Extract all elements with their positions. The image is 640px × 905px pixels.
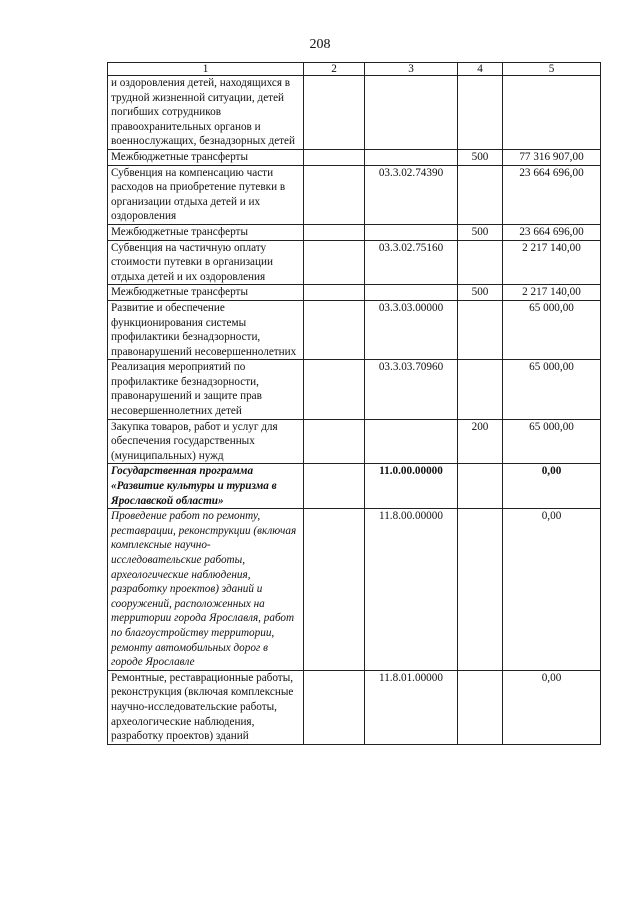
amount-cell: 23 664 696,00 [503, 165, 601, 224]
expense-name-cell: Государственная программа «Развитие культуры и туризма в Ярославской области» [108, 464, 304, 509]
expense-type-cell [458, 240, 503, 285]
expense-type-cell [458, 76, 503, 150]
expense-name-cell: Межбюджетные трансферты [108, 224, 304, 240]
target-code-cell [365, 419, 458, 464]
table-row [108, 165, 601, 224]
header-col-4: 4 [458, 63, 503, 76]
expense-name-cell: Межбюджетные трансферты [108, 285, 304, 301]
table-row [108, 224, 601, 240]
header-col-5: 5 [503, 63, 601, 76]
target-code-cell: 11.8.00.00000 [365, 509, 458, 671]
expense-type-cell: 500 [458, 224, 503, 240]
expense-name-cell: и оздоровления детей, находящихся в трудной жизненной ситуации, детей погибших сотрудников правоохранительных органов и военнослужащих, безнадзорных детей [108, 76, 304, 150]
column-2-cell [304, 419, 365, 464]
expense-name-cell: Субвенция на частичную оплату стоимости путевки в организации отдыха детей и их оздоровления [108, 240, 304, 285]
expense-name-cell: Закупка товаров, работ и услуг для обеспечения государственных (муниципальных) нужд [108, 419, 304, 464]
expense-type-cell [458, 464, 503, 509]
amount-cell: 2 217 140,00 [503, 285, 601, 301]
amount-cell: 2 217 140,00 [503, 240, 601, 285]
target-code-cell: 03.3.02.74390 [365, 165, 458, 224]
expense-type-cell [458, 165, 503, 224]
amount-cell: 0,00 [503, 464, 601, 509]
table-row [108, 285, 601, 301]
amount-cell: 77 316 907,00 [503, 149, 601, 165]
expense-type-cell: 500 [458, 285, 503, 301]
table-row [108, 149, 601, 165]
table-row [108, 464, 601, 509]
column-2-cell [304, 360, 365, 419]
expense-name-cell: Субвенция на компенсацию части расходов на приобретение путевки в организации отдыха детей и их оздоровления [108, 165, 304, 224]
expense-name-cell: Межбюджетные трансферты [108, 149, 304, 165]
expense-name-cell: Реализация мероприятий по профилактике безнадзорности, правонарушений и защите прав несовершеннолетних детей [108, 360, 304, 419]
expense-name-cell: Ремонтные, реставрационные работы, реконструкция (включая комплексные научно-исследовательские работы, археологические наблюдения, разработку проектов) зданий [108, 670, 304, 744]
amount-cell: 0,00 [503, 670, 601, 744]
expense-type-cell: 200 [458, 419, 503, 464]
target-code-cell [365, 149, 458, 165]
target-code-cell [365, 285, 458, 301]
amount-cell: 65 000,00 [503, 360, 601, 419]
table-row [108, 509, 601, 671]
header-row [108, 63, 601, 76]
column-2-cell [304, 165, 365, 224]
expense-type-cell [458, 509, 503, 671]
target-code-cell [365, 224, 458, 240]
column-2-cell [304, 670, 365, 744]
amount-cell: 65 000,00 [503, 419, 601, 464]
expense-type-cell [458, 360, 503, 419]
column-2-cell [304, 149, 365, 165]
amount-cell: 65 000,00 [503, 300, 601, 359]
table-row [108, 240, 601, 285]
table-row [108, 360, 601, 419]
budget-table [107, 62, 601, 745]
column-2-cell [304, 300, 365, 359]
target-code-cell: 03.3.03.70960 [365, 360, 458, 419]
column-2-cell [304, 76, 365, 150]
table-row [108, 300, 601, 359]
header-col-1: 1 [108, 63, 304, 76]
expense-name-cell: Проведение работ по ремонту, реставрации, реконструкции (включая комплексные научно-исследовательские работы, археологические наблюдения, разработку проектов) зданий и сооружений, расположенных на территории города Ярославля, работ по благоустройству территории, ремонту автомобильных дорог в городе Ярославле [108, 509, 304, 671]
amount-cell [503, 76, 601, 150]
amount-cell: 23 664 696,00 [503, 224, 601, 240]
table-row [108, 419, 601, 464]
table-row [108, 76, 601, 150]
table-row [108, 670, 601, 744]
column-2-cell [304, 509, 365, 671]
target-code-cell: 03.3.02.75160 [365, 240, 458, 285]
expense-type-cell [458, 670, 503, 744]
target-code-cell: 03.3.03.00000 [365, 300, 458, 359]
expense-name-cell: Развитие и обеспечение функционирования системы профилактики безнадзорности, правонарушений несовершеннолетних [108, 300, 304, 359]
header-col-2: 2 [304, 63, 365, 76]
target-code-cell: 11.8.01.00000 [365, 670, 458, 744]
header-col-3: 3 [365, 63, 458, 76]
target-code-cell [365, 76, 458, 150]
page-number: 208 [309, 37, 331, 52]
expense-type-cell [458, 300, 503, 359]
expense-type-cell: 500 [458, 149, 503, 165]
amount-cell: 0,00 [503, 509, 601, 671]
column-2-cell [304, 464, 365, 509]
column-2-cell [304, 224, 365, 240]
column-2-cell [304, 240, 365, 285]
column-2-cell [304, 285, 365, 301]
target-code-cell: 11.0.00.00000 [365, 464, 458, 509]
